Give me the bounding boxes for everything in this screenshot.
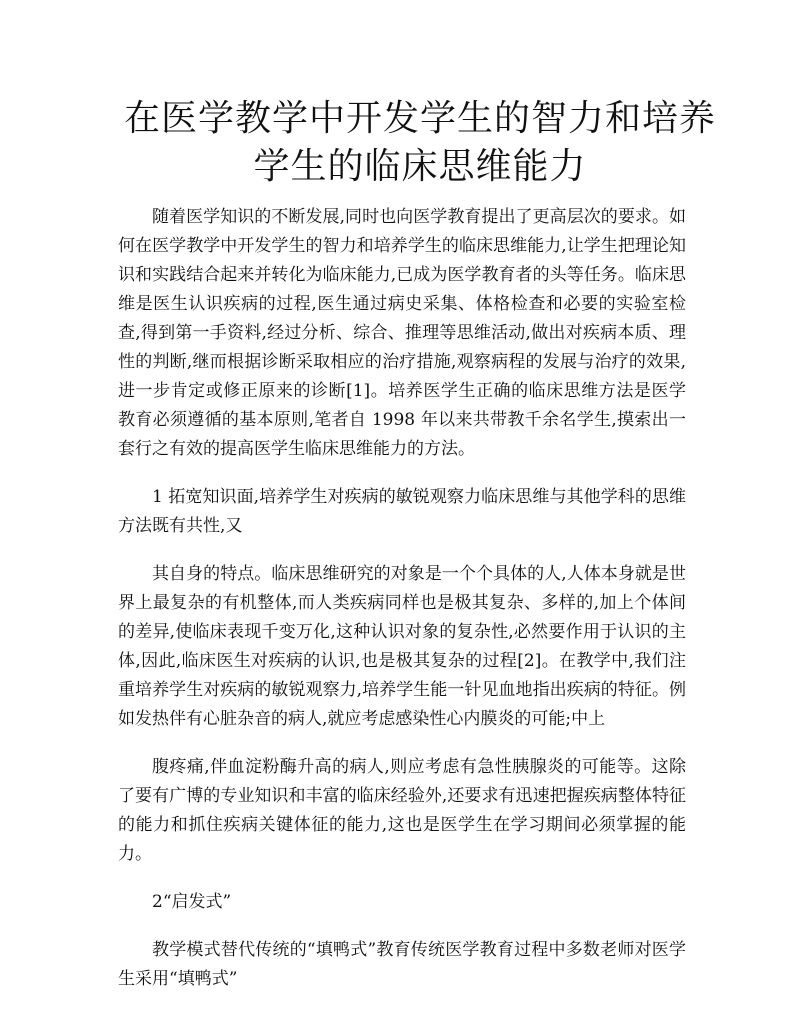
document-title: 在医学教学中开发学生的智力和培养学生的临床思维能力 (123, 98, 716, 187)
paragraph-section-2-heading: 2“启发式” (152, 892, 232, 912)
document-body (118, 203, 686, 994)
paragraph-section-1-heading: 1 拓宽知识面,培养学生对疾病的敏锐观察力临床思维与其他学科的思维方法既有共性,又 (118, 487, 686, 536)
paragraph-teaching-model: 教学模式替代传统的“填鸭式”教育传统医学教育过程中多数老师对医学生采用“填鸭式” (118, 940, 686, 989)
paragraph-intro: 随着医学知识的不断发展,同时也向医学教育提出了更高层次的要求。如何在医学教学中开发学生的智力和培养学生的临床思维能力,让学生把理论知识和实践结合起来并转化为临床能力,已成为医学教育者的头等任务。临床思维是医生认识疾病的过程,医生通过病史采集、体格检查和必要的实验室检查,得到第一手资料,经过分析、综合、推理等思维活动,做出对疾病本质、理性的判断,继而根据诊断采取相应的治疗措施,观察病程的发展与治疗的效果,进一步肯定或修正原来的诊断[1]。培养医学生正确的临床思维方法是医学教育必须遵循的基本原则,笔者自 1998 年以来共带教千余名学生,摸索出一套行之有效的提高医学生临床思维能力的方法。 (118, 207, 686, 459)
paragraph-clinical-thinking: 其自身的特点。临床思维研究的对象是一个个具体的人,人体本身就是世界上最复杂的有机整体,而人类疾病同样也是极其复杂、多样的,加上个体间的差异,使临床表现千变万化,这种认识对象的复杂性,必然要作用于认识的主体,因此,临床医生对疾病的认识,也是极其复杂的过程[2]。在教学中,我们注重培养学生对疾病的敏锐观察力,培养学生能一针见血地指出疾病的特征。例如发热伴有心脏杂音的病人,就应考虑感染性心内膜炎的可能;中上 (118, 564, 686, 729)
paragraph-abdominal-pain: 腹疼痛,伴血淀粉酶升高的病人,则应考虑有急性胰腺炎的可能等。这除了要有广博的专业知识和丰富的临床经验外,还要求有迅速把握疾病整体特征的能力和抓住疾病关键体征的能力,这也是医学生在学习期间必须掌握的能力。 (118, 757, 686, 864)
